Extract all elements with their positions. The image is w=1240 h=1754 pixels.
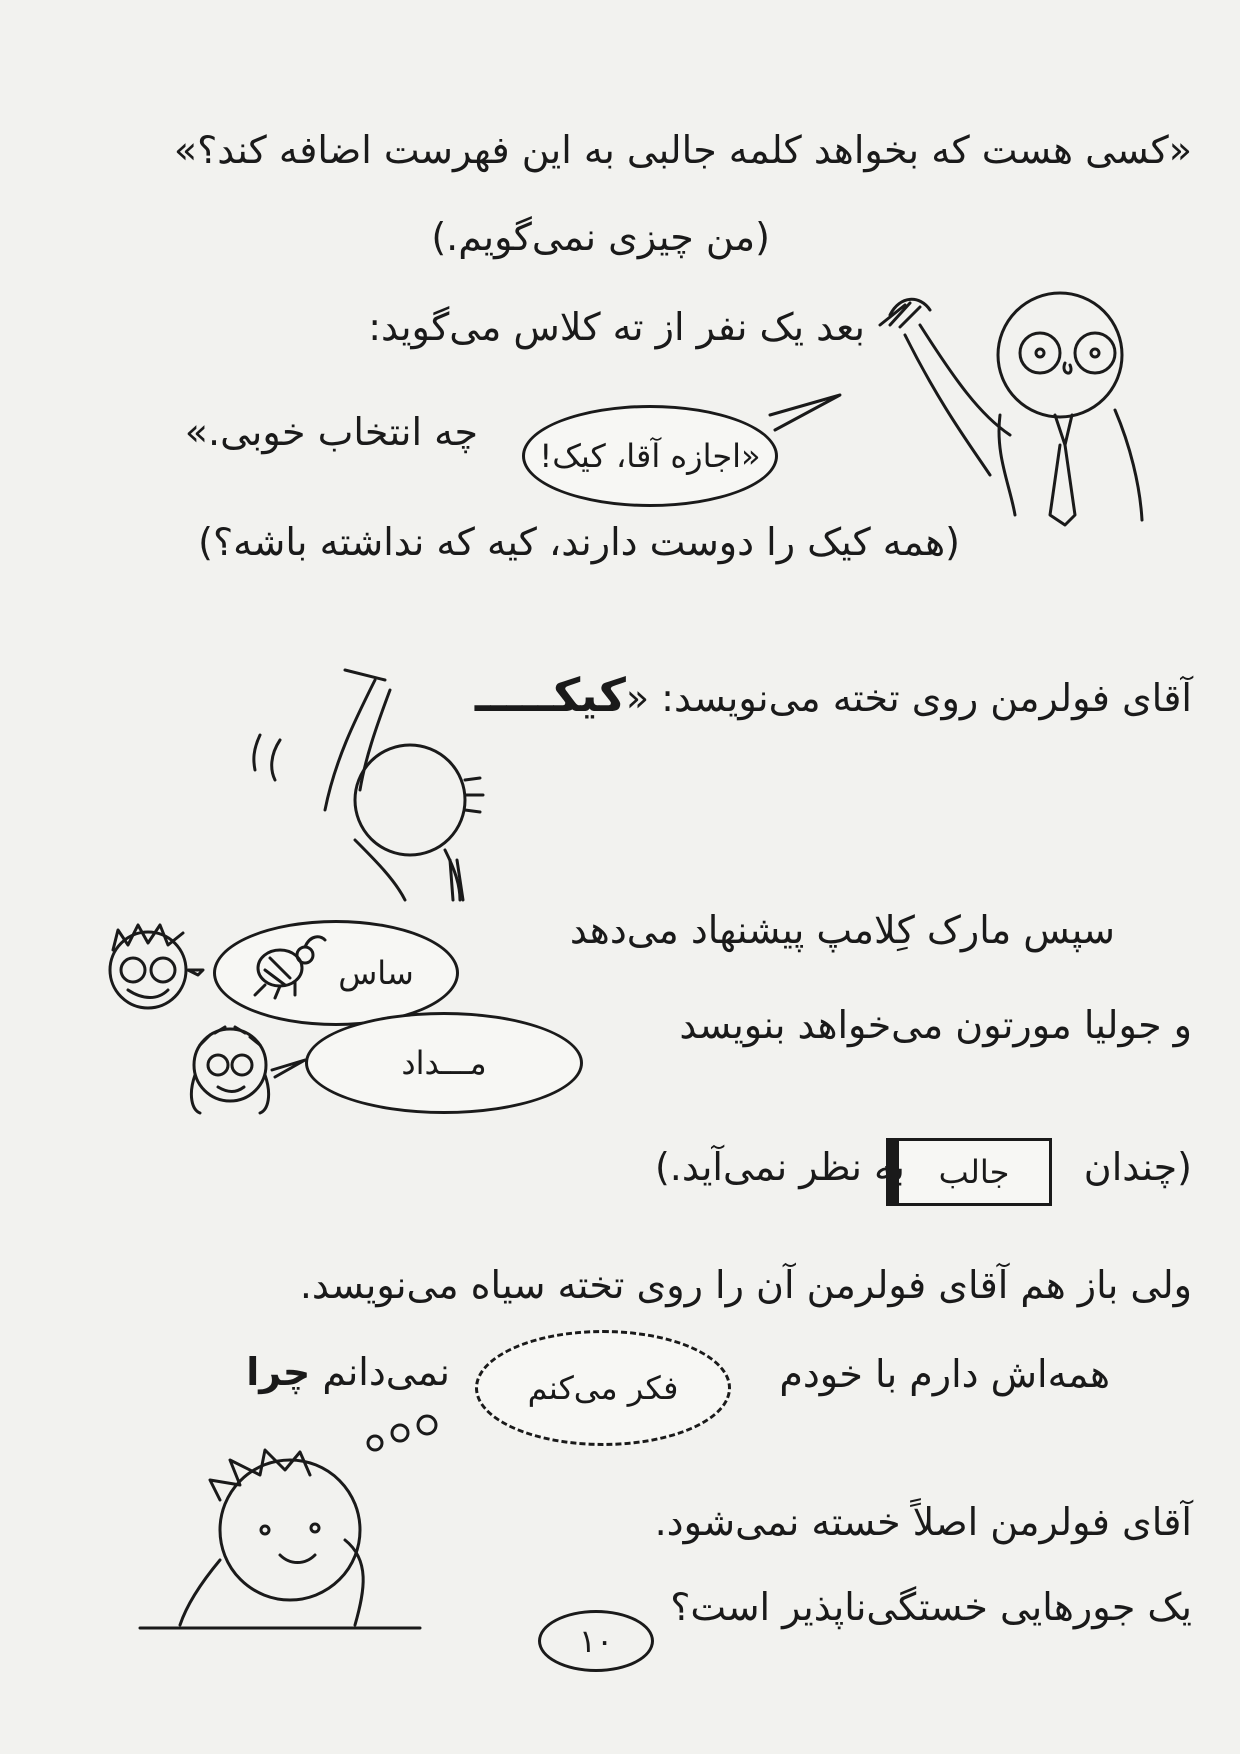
line-dont-know-text: نمی‌دانم: [322, 1350, 450, 1394]
jaleb-box: [896, 1138, 1052, 1206]
line-writes-on-board: [475, 668, 1192, 723]
speech-bubble-sas-text: ساس: [338, 954, 414, 992]
line-tireless: یک جورهایی خستگی‌ناپذیر است؟: [670, 1585, 1192, 1629]
line-writes-on-board-text: آقای فولرمن روی تخته می‌نویسد: «: [625, 676, 1192, 720]
teacher-waving-illustration: [860, 285, 1160, 535]
speech-bubble-medad: [305, 1012, 583, 1114]
word-cake-bold: کیکـــــ: [474, 668, 626, 722]
line-mark-suggests: سپس مارک کِلامپ پیشنهاد می‌دهد: [569, 908, 1115, 952]
word-why-bold: چرا: [246, 1350, 311, 1394]
line-julia-wants: و جولیا مورتون می‌خواهد بنویسد: [679, 1003, 1192, 1047]
page-number: [538, 1610, 654, 1672]
line-not-interesting-after: به نظر نمی‌آید.): [654, 1145, 905, 1189]
line-dont-know-why: [246, 1350, 450, 1396]
mark-klamp-face-illustration: [88, 915, 208, 1015]
speech-bubble-medad-text: مـــداد: [401, 1044, 487, 1082]
line-i-say-nothing: (من چیزی نمی‌گویم.): [431, 215, 770, 259]
bug-icon: [240, 930, 330, 1000]
speech-bubble-cake: [522, 405, 778, 507]
line-good-choice: چه انتخاب خوبی.»: [184, 410, 478, 454]
line-thinking-before: همه‌اش دارم با خودم: [779, 1352, 1110, 1396]
julia-morton-face-illustration: [180, 1015, 310, 1115]
speech-bubble-cake-text: «اجازه آقا، کیک!: [539, 437, 761, 475]
teacher-writing-illustration: [225, 660, 485, 900]
thought-bubble-text: فکر می‌کنم: [527, 1369, 679, 1407]
line-question: «کسی هست که بخواهد کلمه جالبی به این فهرست اضافه کند؟»: [173, 128, 1192, 172]
line-not-interesting-before: (چندان: [1083, 1145, 1192, 1189]
page-number-text: ۱۰: [578, 1622, 614, 1660]
boy-resting-head-illustration: [140, 1440, 440, 1640]
line-someone-says: بعد یک نفر از ته کلاس می‌گوید:: [368, 305, 865, 349]
thought-bubble: [475, 1330, 731, 1446]
speech-bubble-tail: [770, 390, 850, 430]
line-everyone-likes-cake: (همه کیک را دوست دارند، کیه که نداشته باشه؟): [198, 520, 960, 564]
line-writes-on-blackboard: ولی باز هم آقای فولرمن آن را روی تخته سیاه می‌نویسد.: [299, 1263, 1192, 1307]
line-never-tired: آقای فولرمن اصلاً خسته نمی‌شود.: [654, 1500, 1192, 1544]
jaleb-box-text: جالب: [938, 1153, 1010, 1191]
